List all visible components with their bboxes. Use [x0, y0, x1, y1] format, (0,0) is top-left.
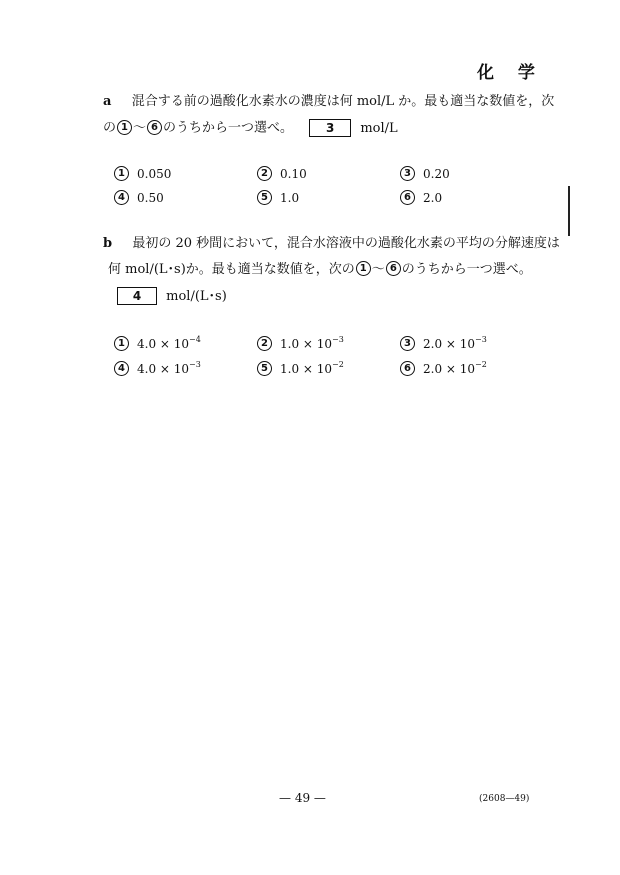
- answer-box-a: 3: [309, 119, 351, 137]
- choice-b-4: [113, 358, 201, 377]
- question-b-text2-pre: 何 mol/(L･s)か。最も適当な数値を，次の: [108, 262, 355, 277]
- choice-value: 1.0: [280, 191, 300, 205]
- question-a-line2: [103, 119, 398, 137]
- choice-b-1: [113, 333, 201, 352]
- choice-b-3: [399, 333, 487, 352]
- circled-number: 3: [400, 336, 415, 351]
- page-number: — 49 —: [279, 791, 326, 805]
- circled-number: 6: [386, 261, 401, 276]
- choice-exponent: −3: [475, 335, 487, 344]
- unit-b: mol/(L･s): [166, 288, 227, 304]
- question-b-line2: [108, 262, 532, 278]
- question-b-line1: [103, 236, 560, 252]
- circled-number: 6: [147, 120, 162, 135]
- circled-number: 5: [257, 361, 272, 376]
- choice-a-6: [399, 190, 442, 206]
- circled-number: 1: [114, 336, 129, 351]
- choice-mantissa: 1.0 × 10: [280, 337, 333, 351]
- circled-number: 4: [114, 190, 129, 205]
- circled-number: 3: [400, 166, 415, 181]
- choice-a-4: [113, 190, 164, 206]
- choice-a-1: [113, 166, 171, 182]
- choice-a-5: [256, 190, 299, 206]
- circled-number: 5: [257, 190, 272, 205]
- choice-exponent: −2: [332, 360, 344, 369]
- circled-number: 2: [257, 166, 272, 181]
- page-code: (2608—49): [479, 794, 530, 804]
- unit-a: mol/L: [360, 120, 398, 136]
- choice-b-5: [256, 358, 344, 377]
- choice-exponent: −3: [332, 335, 344, 344]
- question-a-text2-post: のうちから一つ選べ。: [163, 120, 294, 136]
- range-separator: 〜: [133, 120, 147, 136]
- question-a-text1: 混合する前の過酸化水素水の濃度は何 mol/L か。最も適当な数値を，次: [131, 94, 555, 109]
- choice-exponent: −4: [189, 335, 201, 344]
- question-b-line3: [117, 287, 227, 305]
- choice-value: 0.50: [137, 191, 164, 205]
- circled-number: 2: [257, 336, 272, 351]
- choice-exponent: −2: [475, 360, 487, 369]
- question-a-letter: a: [103, 94, 112, 109]
- range-separator: 〜: [371, 262, 385, 277]
- choice-b-6: [399, 358, 487, 377]
- choice-mantissa: 2.0 × 10: [423, 362, 476, 376]
- choice-value: 0.050: [137, 167, 172, 181]
- circled-number: 6: [400, 361, 415, 376]
- choice-value: 2.0: [423, 191, 443, 205]
- question-a-line1: [103, 94, 554, 110]
- circled-number: 1: [114, 166, 129, 181]
- choice-a-2: [256, 166, 307, 182]
- choice-mantissa: 4.0 × 10: [137, 362, 190, 376]
- circled-number: 1: [117, 120, 132, 135]
- choice-a-3: [399, 166, 450, 182]
- choice-value: 0.10: [280, 167, 307, 181]
- circled-number: 1: [356, 261, 371, 276]
- choice-value: 0.20: [423, 167, 450, 181]
- question-a-text2-pre: の: [103, 120, 117, 136]
- question-b-text2-post: のうちから一つ選べ。: [401, 262, 532, 277]
- choice-mantissa: 1.0 × 10: [280, 362, 333, 376]
- margin-bar: [568, 186, 570, 236]
- choice-mantissa: 4.0 × 10: [137, 337, 190, 351]
- question-b-text1: 最初の 20 秒間において，混合水溶液中の過酸化水素の平均の分解速度は: [132, 236, 560, 251]
- circled-number: 6: [400, 190, 415, 205]
- answer-box-b: 4: [117, 287, 157, 305]
- choice-mantissa: 2.0 × 10: [423, 337, 476, 351]
- choice-exponent: −3: [189, 360, 201, 369]
- choice-b-2: [256, 333, 344, 352]
- question-b-letter: b: [103, 236, 113, 251]
- subject-header: 化 学: [477, 63, 544, 83]
- circled-number: 4: [114, 361, 129, 376]
